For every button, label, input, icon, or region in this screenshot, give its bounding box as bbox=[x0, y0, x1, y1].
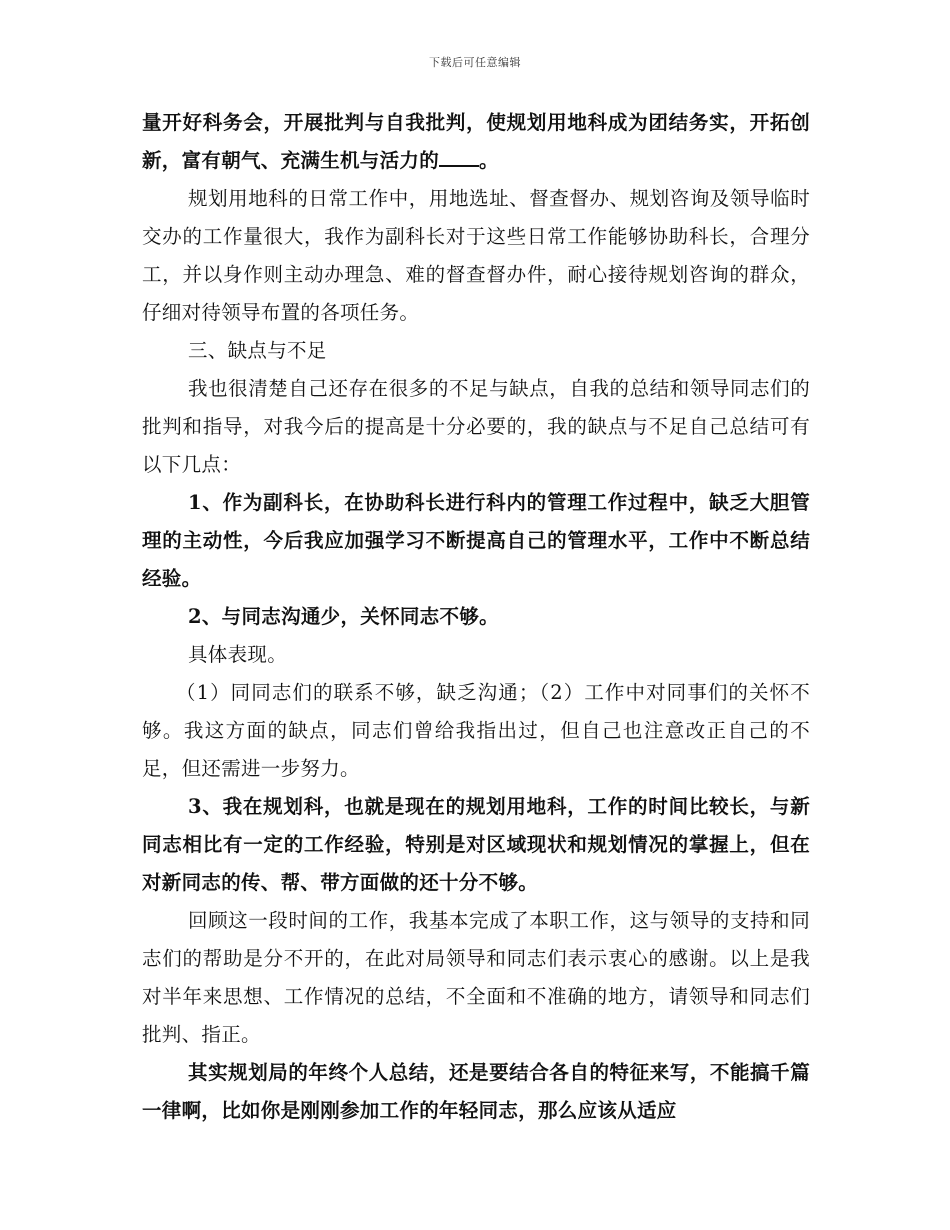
paragraph-closing-note: 其实规划局的年终个人总结，还是要结合各自的特征来写，不能搞千篇一律啊，比如你是刚刚参加工作的年轻同志，那么应该从适应 bbox=[142, 1061, 810, 1122]
paragraph-specifics: 具体表现。 bbox=[188, 643, 288, 666]
paragraph-sub-items: （1）同同志们的联系不够，缺乏沟通；（2）工作中对同事们的关怀不够。我这方面的缺点，同志们曾给我指出过，但自己也注意改正自己的不足，但还需进一步努力。 bbox=[142, 681, 810, 780]
paragraph-review: 回顾这一段时间的工作，我基本完成了本职工作，这与领导的支持和同志们的帮助是分不开的，在此对局领导和同志们表示衷心的感谢。以上是我对半年来思想、工作情况的总结，不全面和不准确的地方，请领导和同志们批判、指正。 bbox=[142, 909, 810, 1046]
paragraph-continuation bbox=[142, 104, 810, 180]
list-item-1: 1、作为副科长，在协助科长进行科内的管理工作过程中，缺乏大胆管理的主动性，今后我应加强学习不断提高自己的管理水平，工作中不断总结经验。 bbox=[142, 491, 810, 590]
paragraph-continuation-text: 量开好科务会，开展批判与自我批判，使规划用地科成为团结务实，开拓创新，富有朝气、充满生机与活力的 bbox=[142, 111, 810, 172]
list-item-2: 2、与同志沟通少，关怀同志不够。 bbox=[188, 605, 499, 628]
paragraph-shortcomings-intro: 我也很清楚自己还存在很多的不足与缺点，自我的总结和领导同志们的批判和指导，对我今后的提高是十分必要的，我的缺点与不足自己总结可有以下几点： bbox=[142, 377, 810, 476]
page-header: 下载后可任意编辑 bbox=[429, 56, 521, 69]
fill-in-blank bbox=[439, 146, 479, 167]
paragraph-daily-work: 规划用地科的日常工作中，用地选址、督查督办、规划咨询及领导临时交办的工作量很大，我作为副科长对于这些日常工作能够协助科长，合理分工，并以身作则主动办理急、难的督查督办件，耐心接待规划咨询的群众，仔细对待领导布置的各项任务。 bbox=[142, 187, 810, 324]
section-heading-shortcomings: 三、缺点与不足 bbox=[188, 339, 327, 362]
paragraph-continuation-suffix: 。 bbox=[479, 149, 499, 172]
list-item-3: 3、我在规划科，也就是现在的规划用地科，工作的时间比较长，与新同志相比有一定的工作经验，特别是对区域现状和规划情况的掌握上，但在对新同志的传、帮、带方面做的还十分不够。 bbox=[142, 795, 810, 894]
document-body bbox=[142, 104, 810, 1130]
